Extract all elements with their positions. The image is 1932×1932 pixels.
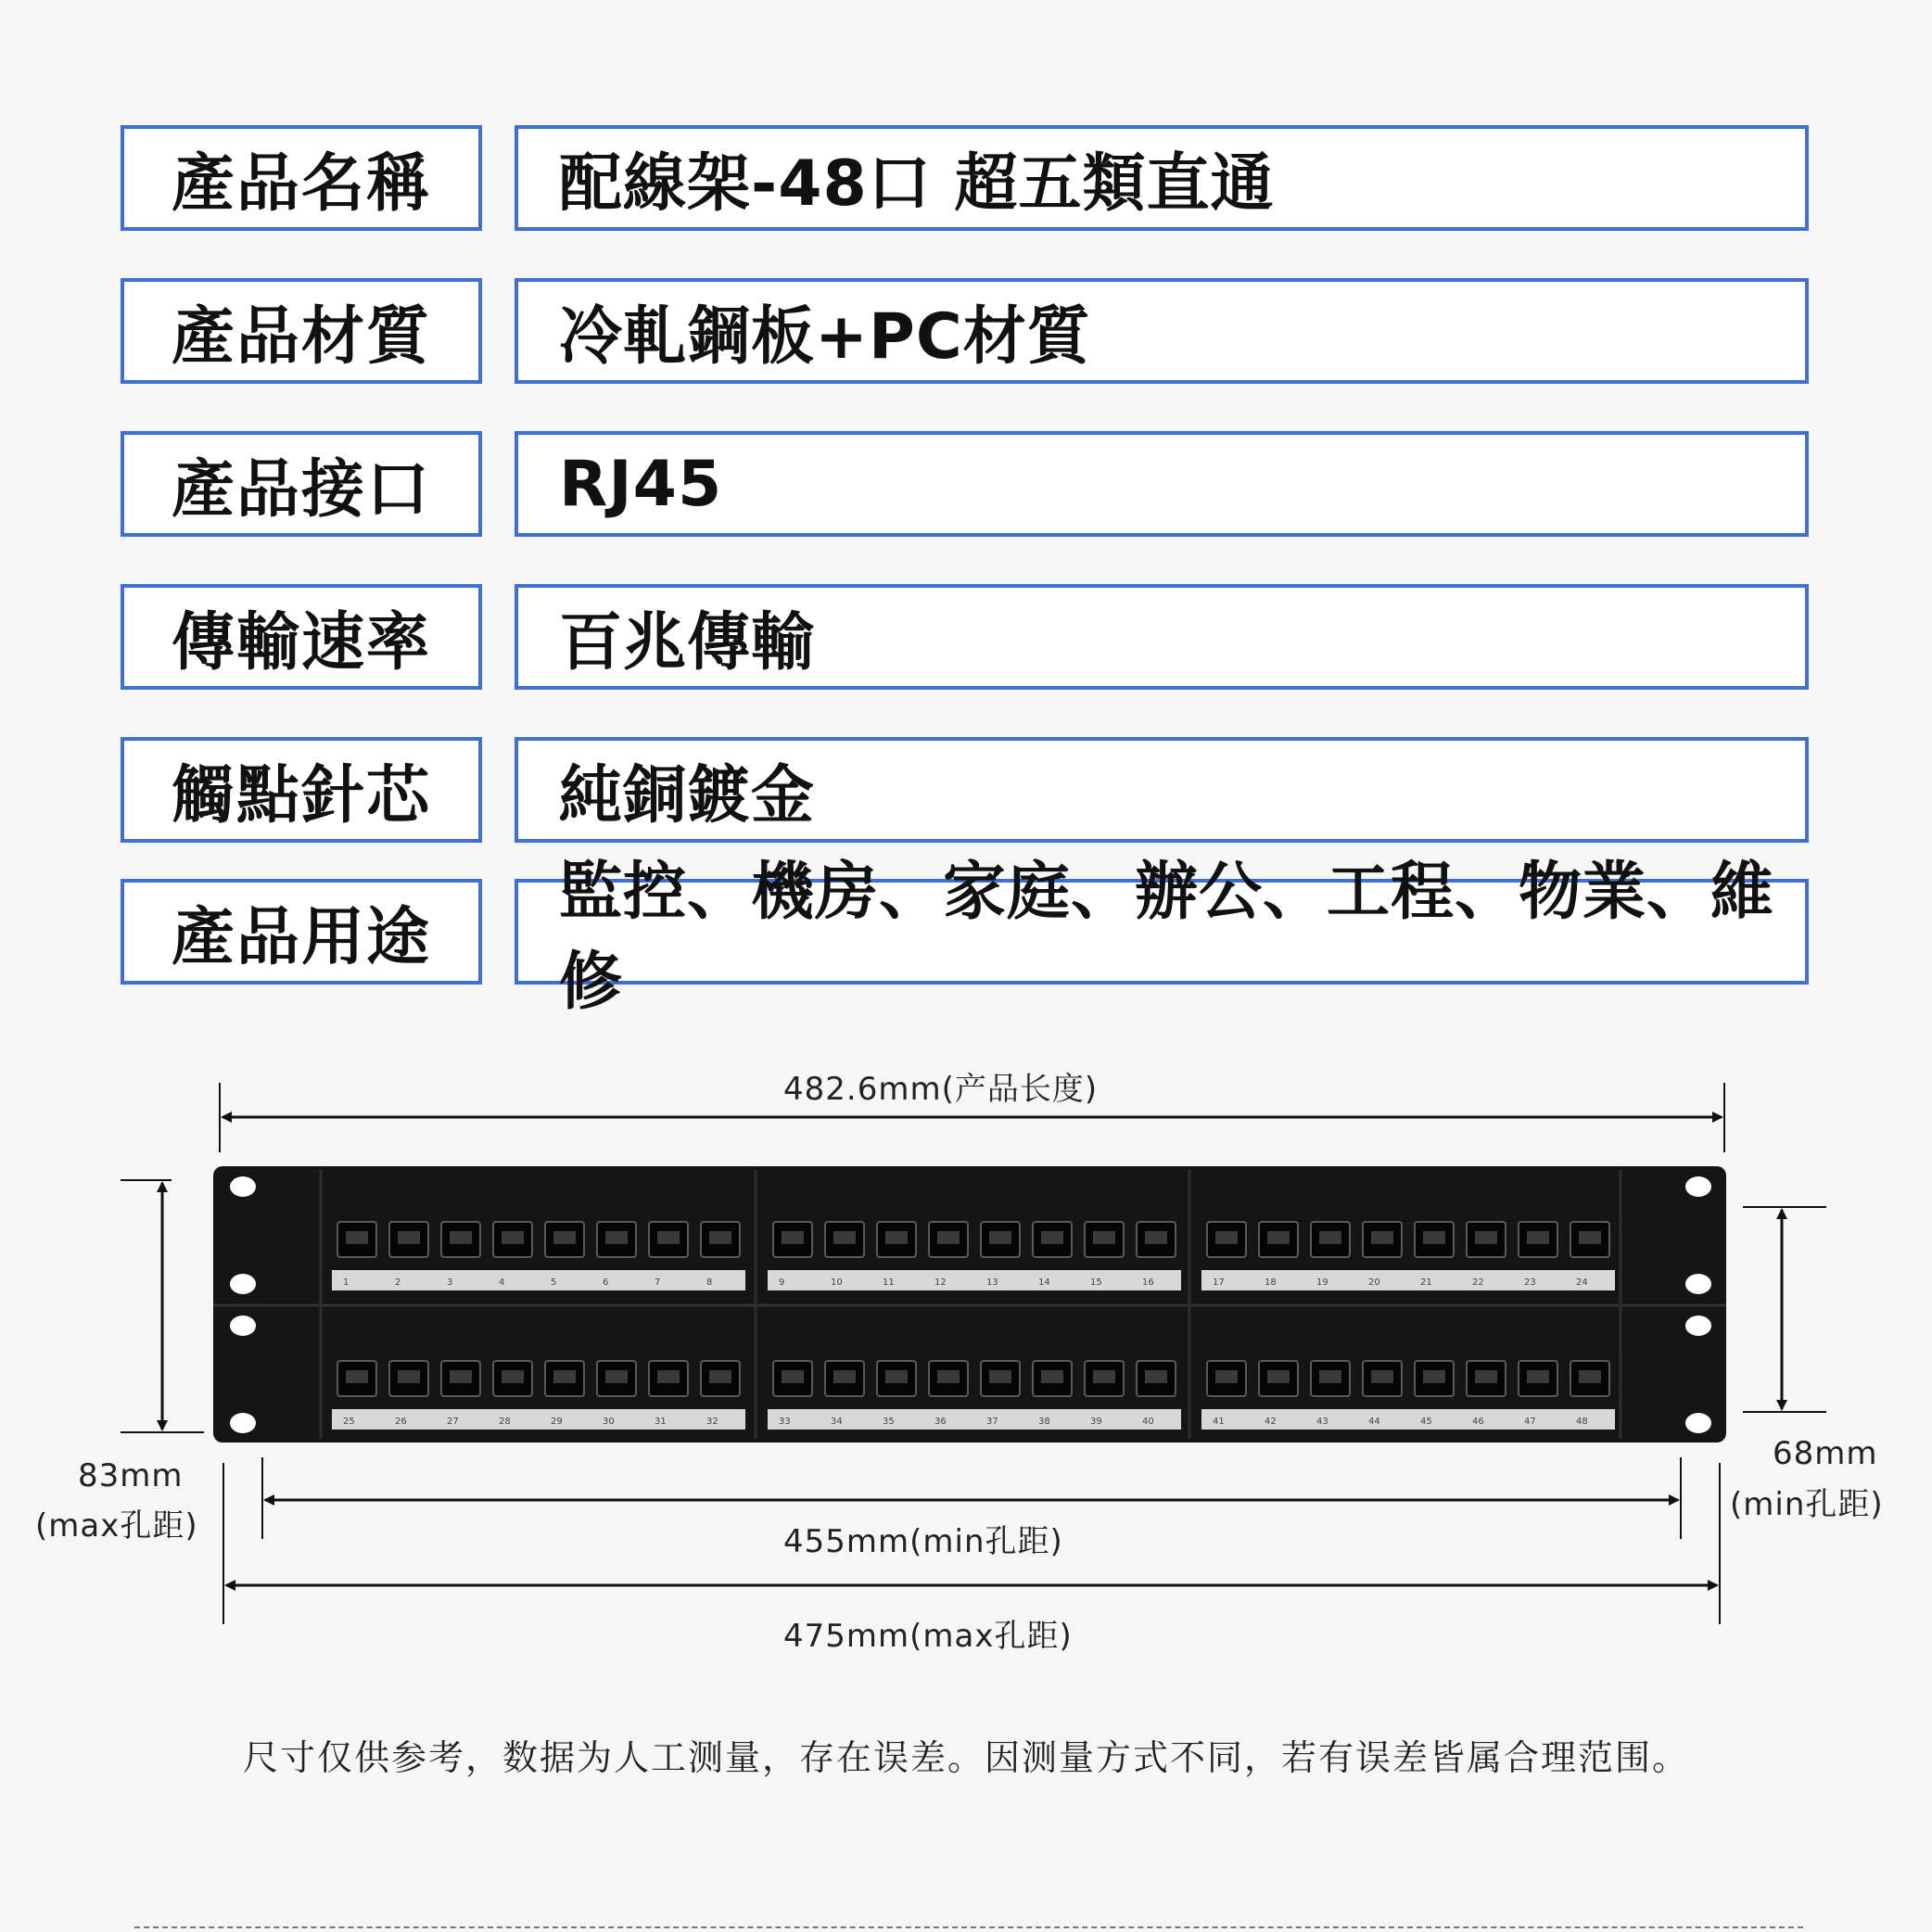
spec-label: 產品用途 — [171, 900, 431, 974]
height-min-value: 68mm — [1773, 1435, 1878, 1472]
port-number: 47 — [1524, 1417, 1536, 1427]
width-min-label: 455mm(min孔距) — [783, 1523, 1063, 1560]
rj45-port-contacts — [1579, 1231, 1601, 1244]
rj45-port-contacts — [1527, 1370, 1549, 1383]
port-number: 45 — [1420, 1417, 1432, 1427]
port-number: 22 — [1472, 1277, 1484, 1288]
port-number: 32 — [706, 1417, 718, 1427]
spec-label: 觸點針芯 — [171, 758, 431, 833]
rj45-port-contacts — [782, 1370, 804, 1383]
port-number: 24 — [1576, 1277, 1588, 1288]
port-label-strip — [1201, 1409, 1615, 1430]
port-number: 8 — [706, 1277, 713, 1288]
port-number: 1 — [343, 1277, 350, 1288]
rj45-port-contacts — [502, 1370, 524, 1383]
rj45-port-contacts — [1371, 1370, 1393, 1383]
port-number: 6 — [603, 1277, 609, 1288]
height-max-note: (max孔距) — [35, 1507, 198, 1544]
port-number: 3 — [447, 1277, 453, 1288]
mount-hole — [230, 1274, 256, 1294]
port-number: 21 — [1420, 1277, 1432, 1288]
rj45-port-contacts — [1267, 1370, 1290, 1383]
rj45-port-contacts — [782, 1231, 804, 1244]
port-number: 34 — [831, 1417, 843, 1427]
rj45-port-contacts — [502, 1231, 524, 1244]
rj45-port-contacts — [885, 1231, 908, 1244]
mount-hole — [230, 1176, 256, 1197]
port-number: 19 — [1316, 1277, 1328, 1288]
rj45-port-contacts — [1319, 1370, 1341, 1383]
port-number: 35 — [883, 1417, 895, 1427]
port-number: 46 — [1472, 1417, 1484, 1427]
rj45-port-contacts — [605, 1370, 628, 1383]
rj45-port-contacts — [937, 1370, 960, 1383]
mount-hole — [230, 1316, 256, 1336]
rj45-port-contacts — [1215, 1231, 1238, 1244]
port-number: 13 — [986, 1277, 998, 1288]
rj45-port-contacts — [989, 1370, 1011, 1383]
rj45-port-contacts — [1423, 1370, 1445, 1383]
port-number: 14 — [1038, 1277, 1050, 1288]
rj45-port-contacts — [398, 1231, 420, 1244]
spec-value: 配線架-48口 超五類直通 — [559, 146, 1275, 221]
height-max-value: 83mm — [78, 1457, 184, 1494]
port-number: 11 — [883, 1277, 895, 1288]
port-number: 27 — [447, 1417, 459, 1427]
rj45-port-contacts — [346, 1231, 368, 1244]
port-number: 7 — [655, 1277, 661, 1288]
port-number: 28 — [499, 1417, 511, 1427]
disclaimer-text: 尺寸仅供参考，数据为人工测量，存在误差。因测量方式不同，若有误差皆属合理范围。 — [242, 1737, 1689, 1778]
port-number: 44 — [1368, 1417, 1380, 1427]
rj45-port-contacts — [450, 1231, 472, 1244]
port-number: 5 — [551, 1277, 557, 1288]
port-number: 2 — [395, 1277, 401, 1288]
rj45-port-contacts — [553, 1370, 576, 1383]
port-number: 43 — [1316, 1417, 1328, 1427]
port-number: 48 — [1576, 1417, 1588, 1427]
mount-hole — [1685, 1176, 1711, 1197]
port-number: 36 — [934, 1417, 947, 1427]
rj45-port-contacts — [657, 1370, 680, 1383]
length-label: 482.6mm(产品长度) — [783, 1071, 1099, 1108]
rj45-port-contacts — [937, 1231, 960, 1244]
port-number: 16 — [1142, 1277, 1154, 1288]
port-number: 12 — [934, 1277, 947, 1288]
port-number: 39 — [1090, 1417, 1102, 1427]
spec-label: 產品材質 — [171, 299, 431, 374]
rj45-port-contacts — [346, 1370, 368, 1383]
port-number: 18 — [1265, 1277, 1277, 1288]
dashed-divider — [134, 1926, 1803, 1928]
port-label-strip — [332, 1409, 745, 1430]
port-label-strip — [1201, 1270, 1615, 1290]
port-number: 17 — [1213, 1277, 1225, 1288]
mount-hole — [1685, 1274, 1711, 1294]
spec-label: 產品名稱 — [171, 146, 431, 221]
rj45-port-contacts — [1475, 1370, 1497, 1383]
rj45-port-contacts — [450, 1370, 472, 1383]
spec-value: 純銅鍍金 — [559, 758, 816, 833]
spec-value: 監控、機房、家庭、辦公、工程、物業、維修 — [559, 856, 1775, 1019]
rj45-port-contacts — [1041, 1370, 1063, 1383]
port-number: 23 — [1524, 1277, 1536, 1288]
mount-hole — [230, 1413, 256, 1433]
port-number: 4 — [499, 1277, 505, 1288]
spec-value: RJ45 — [559, 447, 723, 521]
port-label-strip — [768, 1409, 1181, 1430]
port-number: 15 — [1090, 1277, 1102, 1288]
rj45-port-contacts — [1145, 1231, 1167, 1244]
port-number: 42 — [1265, 1417, 1277, 1427]
rj45-port-contacts — [1093, 1370, 1115, 1383]
rj45-port-contacts — [1041, 1231, 1063, 1244]
port-number: 9 — [779, 1277, 785, 1288]
port-number: 26 — [395, 1417, 407, 1427]
port-number: 40 — [1142, 1417, 1154, 1427]
rj45-port-contacts — [1527, 1231, 1549, 1244]
port-label-strip — [768, 1270, 1181, 1290]
port-number: 38 — [1038, 1417, 1050, 1427]
port-number: 37 — [986, 1417, 998, 1427]
width-max-label: 475mm(max孔距) — [783, 1618, 1073, 1655]
rj45-port-contacts — [885, 1370, 908, 1383]
rj45-port-contacts — [1475, 1231, 1497, 1244]
spec-label: 產品接口 — [171, 452, 431, 527]
rj45-port-contacts — [833, 1370, 856, 1383]
port-number: 29 — [551, 1417, 563, 1427]
rj45-port-contacts — [989, 1231, 1011, 1244]
port-number: 33 — [779, 1417, 791, 1427]
port-label-strip — [332, 1270, 745, 1290]
rj45-port-contacts — [1267, 1231, 1290, 1244]
port-number: 10 — [831, 1277, 843, 1288]
rj45-port-contacts — [1093, 1231, 1115, 1244]
mount-hole — [1685, 1316, 1711, 1336]
rj45-port-contacts — [398, 1370, 420, 1383]
port-number: 31 — [655, 1417, 667, 1427]
rj45-port-contacts — [605, 1231, 628, 1244]
spec-value: 冷軋鋼板+PC材質 — [559, 299, 1091, 374]
rj45-port-contacts — [833, 1231, 856, 1244]
rj45-port-contacts — [553, 1231, 576, 1244]
rj45-port-contacts — [709, 1370, 731, 1383]
mount-hole — [1685, 1413, 1711, 1433]
rj45-port-contacts — [1423, 1231, 1445, 1244]
port-number: 41 — [1213, 1417, 1225, 1427]
spec-label: 傳輸速率 — [171, 605, 431, 680]
rj45-port-contacts — [709, 1231, 731, 1244]
rj45-port-contacts — [657, 1231, 680, 1244]
rj45-port-contacts — [1371, 1231, 1393, 1244]
rj45-port-contacts — [1145, 1370, 1167, 1383]
height-min-note: (min孔距) — [1730, 1486, 1884, 1523]
port-number: 20 — [1368, 1277, 1380, 1288]
spec-value: 百兆傳輸 — [559, 605, 816, 680]
rj45-port-contacts — [1319, 1231, 1341, 1244]
rj45-port-contacts — [1215, 1370, 1238, 1383]
port-number: 30 — [603, 1417, 615, 1427]
port-number: 25 — [343, 1417, 355, 1427]
rj45-port-contacts — [1579, 1370, 1601, 1383]
